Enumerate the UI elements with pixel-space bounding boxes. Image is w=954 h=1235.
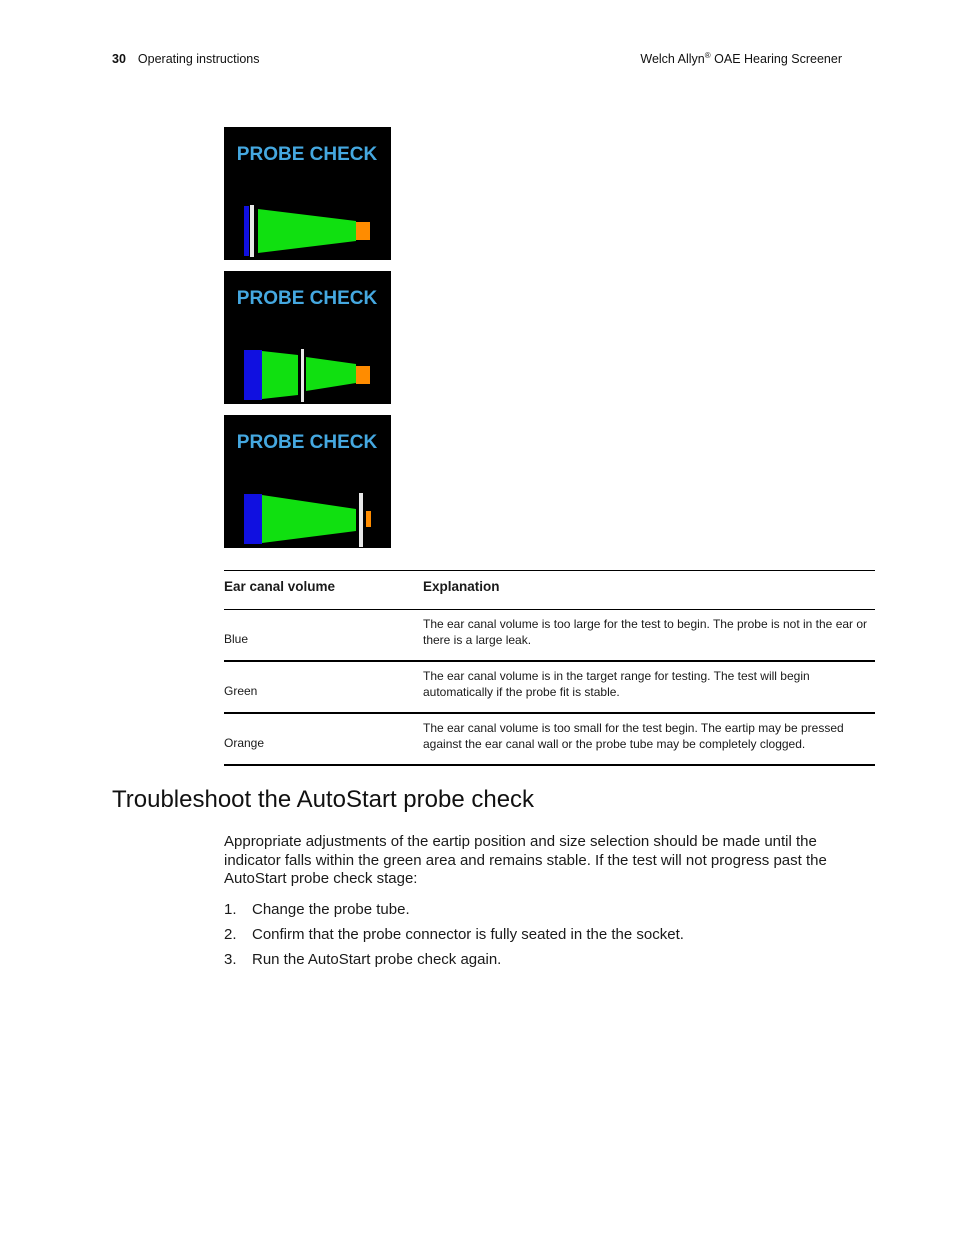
registered-mark: ® <box>704 50 711 60</box>
table-cell-explanation: The ear canal volume is in the target range for testing. The test will begin automatically if the probe fit is stable. <box>423 669 810 699</box>
screen-title: PROBE CHECK <box>236 144 378 165</box>
table-row <box>224 610 875 662</box>
green-zone <box>262 495 356 543</box>
screen-title: PROBE CHECK <box>236 288 378 309</box>
page-header-right <box>640 52 842 66</box>
page-header-left <box>112 52 260 66</box>
step-text: Confirm that the probe connector is fully seated in the the socket. <box>252 926 684 943</box>
indicator-marker <box>250 205 254 257</box>
page-number: 30 <box>112 52 126 66</box>
section-name: Operating instructions <box>137 52 260 66</box>
table-header-row <box>224 571 875 610</box>
indicator-marker <box>359 493 363 547</box>
list-item <box>224 951 684 976</box>
probe-check-screen-green <box>224 271 391 404</box>
list-item <box>224 901 684 926</box>
table-header-volume: Ear canal volume <box>224 579 336 594</box>
ear-canal-volume-table <box>224 570 875 766</box>
step-number: 3. <box>224 951 237 968</box>
table-cell-volume: Orange <box>224 736 265 750</box>
table-cell-volume: Green <box>224 684 258 698</box>
section-heading: Troubleshoot the AutoStart probe check <box>112 786 535 813</box>
step-number: 1. <box>224 901 237 918</box>
orange-zone <box>356 366 370 384</box>
table-cell-explanation: The ear canal volume is too small for the test begin. The eartip may be pressed against the ear canal wall or the probe tube may be completely clogged. <box>423 721 844 751</box>
green-zone-left <box>262 351 298 399</box>
screen-title: PROBE CHECK <box>236 432 378 453</box>
orange-zone <box>366 511 371 527</box>
table-row <box>224 714 875 764</box>
brand-name: Welch Allyn <box>640 52 705 66</box>
probe-check-screen-blue <box>224 127 391 260</box>
table-cell-volume: Blue <box>224 632 249 646</box>
step-text: Change the probe tube. <box>252 901 410 918</box>
orange-zone <box>356 222 370 240</box>
product-name: OAE Hearing Screener <box>714 52 842 66</box>
blue-zone <box>244 494 262 544</box>
step-number: 2. <box>224 926 237 943</box>
green-zone-right <box>306 357 356 391</box>
blue-zone <box>244 206 249 256</box>
probe-check-screen-orange <box>224 415 391 548</box>
troubleshoot-steps <box>224 901 684 976</box>
green-zone <box>258 209 356 253</box>
table-cell-explanation: The ear canal volume is too large for the test to begin. The probe is not in the ear or there is a large leak. <box>423 617 868 647</box>
table-header-explanation: Explanation <box>423 579 500 594</box>
section-intro: Appropriate adjustments of the eartip position and size selection should be made until the indicator falls within the green area and remains stable. If the test will not progress past the AutoStart probe check stage: <box>224 833 827 887</box>
table-row <box>224 662 875 714</box>
list-item <box>224 926 684 951</box>
indicator-marker <box>301 349 304 402</box>
blue-zone <box>244 350 262 400</box>
step-text: Run the AutoStart probe check again. <box>252 951 502 968</box>
